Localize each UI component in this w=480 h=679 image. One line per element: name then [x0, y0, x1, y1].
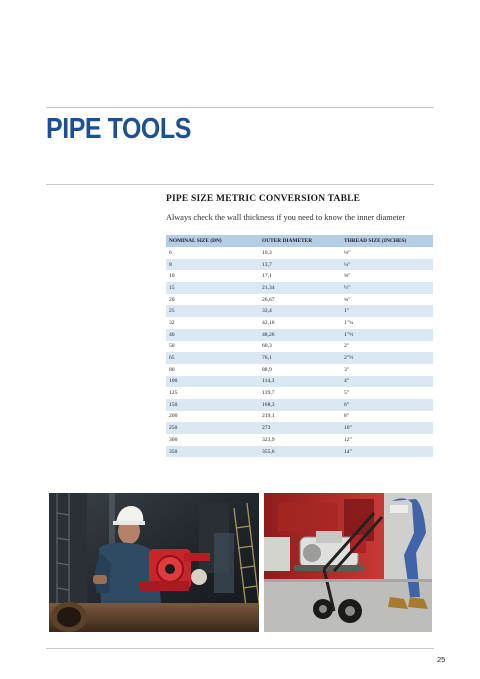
table-row: [166, 247, 433, 259]
table-row: [166, 387, 433, 399]
cell-nominal-size: 80: [166, 364, 259, 376]
cell-outer-diameter: 219,1: [259, 411, 341, 423]
cell-outer-diameter: 33,4: [259, 305, 341, 317]
photo-worker-with-pipe-machine: [49, 493, 259, 632]
cell-outer-diameter: 273: [259, 422, 341, 434]
cell-nominal-size: 6: [166, 247, 259, 259]
table-row: [166, 376, 433, 388]
cell-nominal-size: 20: [166, 294, 259, 306]
table-body: [166, 247, 433, 457]
cell-nominal-size: 150: [166, 399, 259, 411]
section-subtitle: Always check the wall thickness if you need to know the inner diameter: [166, 213, 406, 222]
cell-outer-diameter: 355,6: [259, 446, 341, 458]
footer-divider: [46, 648, 434, 649]
cell-outer-diameter: 88,9: [259, 364, 341, 376]
column-header-nominal-size: NOMINAL SIZE (DN): [166, 235, 259, 247]
table-row: [166, 305, 433, 317]
cell-thread-size: 1"½: [341, 329, 433, 341]
cell-nominal-size: 15: [166, 282, 259, 294]
section-heading: PIPE SIZE METRIC CONVERSION TABLE: [166, 194, 361, 204]
cell-outer-diameter: 10,3: [259, 247, 341, 259]
cell-outer-diameter: 323,9: [259, 434, 341, 446]
table-header-row: [166, 235, 433, 247]
cell-thread-size: 10": [341, 422, 433, 434]
cell-thread-size: ¼": [341, 259, 433, 271]
cell-thread-size: ⅛": [341, 247, 433, 259]
table-row: [166, 364, 433, 376]
cell-outer-diameter: 48,26: [259, 329, 341, 341]
table-row: [166, 329, 433, 341]
table-row: [166, 270, 433, 282]
cell-nominal-size: 25: [166, 305, 259, 317]
cell-outer-diameter: 114,3: [259, 376, 341, 388]
top-divider: [46, 107, 434, 108]
cell-nominal-size: 300: [166, 434, 259, 446]
title-divider: [46, 184, 434, 185]
table-row: [166, 446, 433, 458]
cell-thread-size: ¾": [341, 294, 433, 306]
photo-threading-machine-on-cart: [264, 493, 432, 632]
cell-thread-size: 1": [341, 305, 433, 317]
cell-thread-size: 12": [341, 434, 433, 446]
cell-thread-size: 8": [341, 411, 433, 423]
cell-outer-diameter: 21,34: [259, 282, 341, 294]
cell-thread-size: 14": [341, 446, 433, 458]
cell-outer-diameter: 168,3: [259, 399, 341, 411]
table-row: [166, 399, 433, 411]
cell-nominal-size: 50: [166, 341, 259, 353]
cell-outer-diameter: 42,16: [259, 317, 341, 329]
cell-nominal-size: 8: [166, 259, 259, 271]
cell-outer-diameter: 139,7: [259, 387, 341, 399]
cell-nominal-size: 350: [166, 446, 259, 458]
cell-outer-diameter: 76,1: [259, 352, 341, 364]
cell-thread-size: 6": [341, 399, 433, 411]
table-row: [166, 352, 433, 364]
cell-outer-diameter: 17,1: [259, 270, 341, 282]
cell-outer-diameter: 26,67: [259, 294, 341, 306]
table-row: [166, 434, 433, 446]
table-row: [166, 317, 433, 329]
table-row: [166, 294, 433, 306]
table-row: [166, 422, 433, 434]
cell-thread-size: 2": [341, 341, 433, 353]
page-title: PIPE TOOLS: [46, 113, 191, 145]
cell-thread-size: 4": [341, 376, 433, 388]
cell-nominal-size: 250: [166, 422, 259, 434]
cell-outer-diameter: 60,3: [259, 341, 341, 353]
table-row: [166, 411, 433, 423]
cell-nominal-size: 65: [166, 352, 259, 364]
cell-nominal-size: 100: [166, 376, 259, 388]
cell-outer-diameter: 13,7: [259, 259, 341, 271]
cell-nominal-size: 10: [166, 270, 259, 282]
cell-thread-size: 5": [341, 387, 433, 399]
conversion-table: [166, 235, 433, 457]
table-row: [166, 259, 433, 271]
cell-nominal-size: 40: [166, 329, 259, 341]
cell-thread-size: 2"½: [341, 352, 433, 364]
cell-nominal-size: 125: [166, 387, 259, 399]
cell-thread-size: 1"¼: [341, 317, 433, 329]
cell-thread-size: 3": [341, 364, 433, 376]
cell-nominal-size: 200: [166, 411, 259, 423]
column-header-thread-size: THREAD SIZE (INCHES): [341, 235, 433, 247]
cell-nominal-size: 32: [166, 317, 259, 329]
column-header-outer-diameter: OUTER DIAMETER: [259, 235, 341, 247]
table-row: [166, 341, 433, 353]
table-row: [166, 282, 433, 294]
page-number: 25: [437, 655, 446, 664]
cell-thread-size: ½": [341, 282, 433, 294]
cell-thread-size: ⅜": [341, 270, 433, 282]
